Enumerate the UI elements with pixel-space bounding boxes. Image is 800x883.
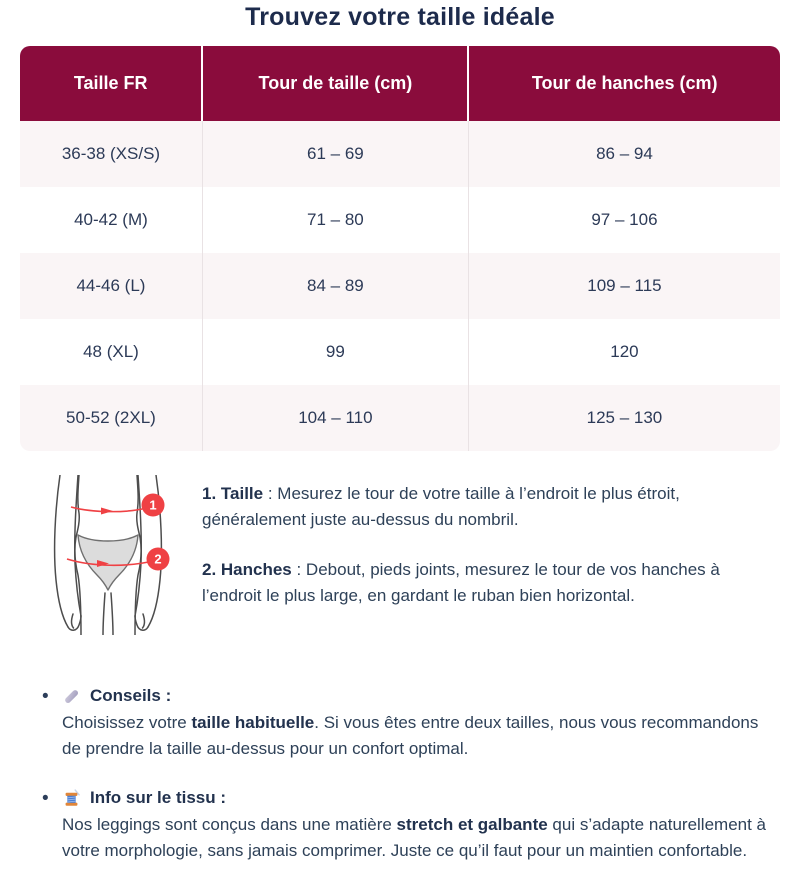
table-header-row: [20, 46, 780, 121]
svg-text:2: 2: [154, 551, 162, 567]
cell-waist: 104 – 110: [202, 385, 468, 451]
cell-waist: 71 – 80: [202, 187, 468, 253]
thread-spool-icon: [62, 789, 81, 808]
tip-tissu: [44, 788, 780, 863]
cell-size: 40-42 (M): [20, 187, 202, 253]
measurement-howto-section: [32, 475, 780, 640]
tips-list: [44, 686, 780, 863]
waist-measure-line: [71, 494, 165, 517]
tip-tissu-body: Nos leggings sont conçus dans une matière stretch et galbante qui s’adapte naturellement à votre morphologie, sans jamais comprimer. Juste ce qu’il faut pour un maintien confortable.: [62, 815, 766, 860]
cell-size: 44-46 (L): [20, 253, 202, 319]
step-taille-label: 1. Taille: [202, 484, 264, 503]
tip-conseils: [44, 686, 780, 761]
cell-hips: 86 – 94: [596, 144, 653, 163]
panty-shape: [78, 535, 138, 590]
tip-conseils-heading: • Conseils :: [90, 686, 172, 705]
body-measurement-illustration: [32, 475, 184, 640]
cell-waist: 99: [202, 319, 468, 385]
cell-hips: 125 – 130: [586, 408, 663, 427]
measure-step-hanches: 2. Hanches : Debout, pieds joints, mesurez le tour de vos hanches à l’endroit le plus large, en gardant le ruban bien horizontal.: [202, 559, 720, 606]
measure-steps: [202, 475, 780, 632]
cell-size: 36-38 (XS/S): [20, 121, 202, 187]
table-row: [20, 253, 780, 319]
tip-tissu-heading: • Info sur le tissu :: [90, 788, 227, 807]
measure-step-taille: 1. Taille : Mesurez le tour de votre taille à l’endroit le plus étroit, généralement juste au-dessus du nombril.: [202, 484, 680, 530]
pencil-icon: [62, 687, 81, 706]
cell-hips: 97 – 106: [591, 210, 658, 229]
col-header-tour-de-taille: Tour de taille (cm): [202, 46, 468, 121]
cell-size: 48 (XL): [20, 319, 202, 385]
table-row: [20, 385, 780, 451]
cell-hips: 109 – 115: [587, 276, 662, 295]
size-chart-table: [20, 46, 780, 451]
step-hanches-label: 2. Hanches: [202, 559, 292, 579]
cell-size: 50-52 (2XL): [20, 385, 202, 451]
tip-conseils-body: Choisissez votre taille habituelle. Si vous êtes entre deux tailles, nous vous recommandons de prendre la taille au-dessus pour un confort optimal.: [62, 713, 759, 758]
table-row: [20, 121, 780, 187]
table-row: [20, 319, 780, 385]
table-row: [20, 187, 780, 253]
svg-text:1: 1: [149, 497, 157, 513]
cell-hips: 120: [610, 342, 639, 361]
col-header-tour-de-hanches: Tour de hanches (cm): [468, 46, 780, 121]
page-title: Trouvez votre taille idéale: [245, 3, 555, 31]
cell-waist: 61 – 69: [202, 121, 468, 187]
cell-waist: 84 – 89: [202, 253, 468, 319]
col-header-taille-fr: Taille FR: [20, 46, 202, 121]
